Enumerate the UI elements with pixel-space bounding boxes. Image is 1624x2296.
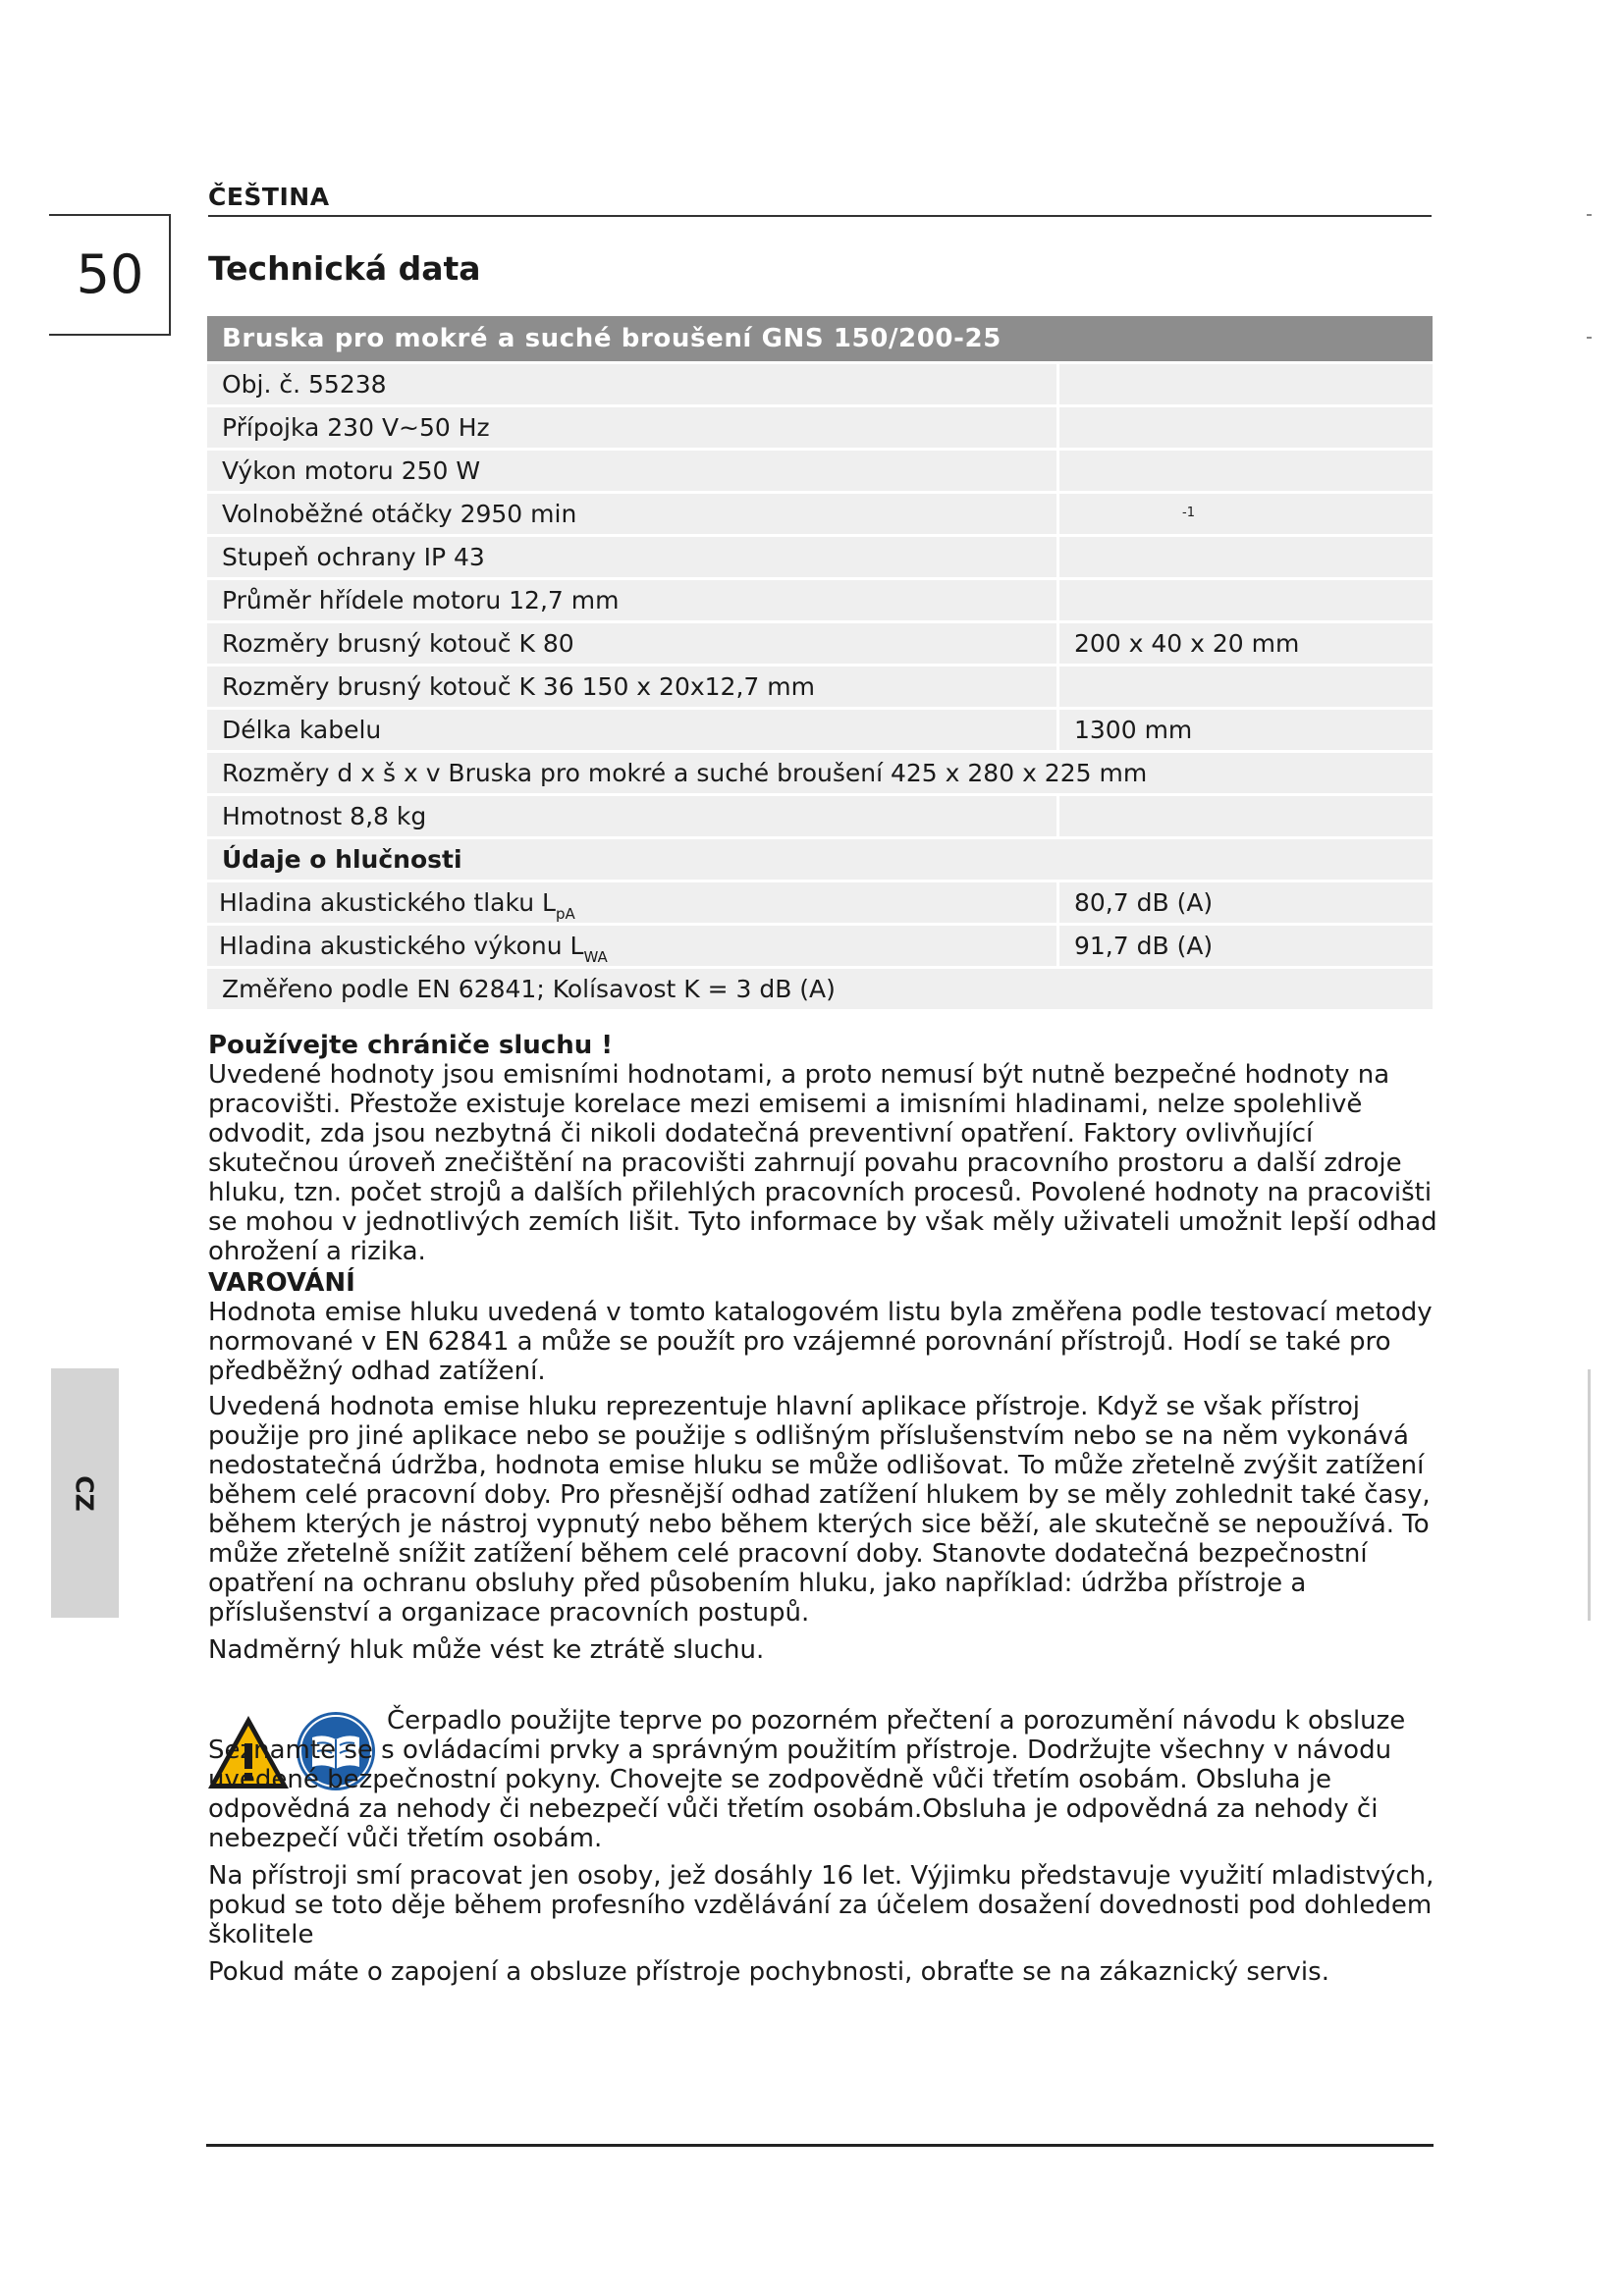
warning-paragraph: Uvedená hodnota emise hluku reprezentuje hlavní aplikace přístroje. Když se však přístroj použije pro jiné aplikace nebo se použije s odlišným příslušenstvím nebo se na něm vykonává nedostatečná údržba, hodnota emise hluku se může odlišovat. To může zřetelně zvýšit zatížení během celé pracovní doby. Pro přesnější odhad zatížení hlukem by se měly zohlednit také časy, během kterých je nástroj vypnutý nebo během kterých sice běží, ale skutečně se nepoužívá. To může zřetelně snížit zatížení během celé pracovní doby. Stanovte dodatečná bezpečnostní opatření na ochranu obsluhy před působením hluku, jako například: údržba přístroje a příslušenství a organizace pracovních postupů. [208, 1392, 1431, 1628]
edge-mark [1587, 337, 1592, 339]
table-row [207, 623, 1433, 667]
spec-label: Hmotnost 8,8 kg [207, 796, 1059, 839]
side-tab-label: CZ [70, 1474, 99, 1512]
unit-superscript: -1 [1182, 506, 1195, 520]
language-label: ČEŠTINA [208, 183, 330, 211]
spec-label: Rozměry d x š x v Bruska pro mokré a suché broušení 425 x 280 x 225 mm [207, 753, 1433, 796]
spec-label: Rozměry brusný kotouč K 36 150 x 20x12,7 mm [207, 667, 1059, 710]
spec-label: Průměr hřídele motoru 12,7 mm [207, 580, 1059, 623]
spec-value [1059, 580, 1433, 623]
spec-label: Rozměry brusný kotouč K 80 [207, 623, 1059, 667]
spec-label: Stupeň ochrany IP 43 [207, 537, 1059, 580]
noise-heading-row [207, 839, 1433, 882]
body-text [208, 1031, 1447, 1665]
spec-value: 200 x 40 x 20 mm [1059, 623, 1433, 667]
table-row [207, 494, 1433, 537]
language-side-tab [51, 1368, 119, 1618]
instructions-text [208, 1706, 1447, 1987]
noise-subscript: pA [555, 905, 575, 923]
spec-table [207, 316, 1433, 1012]
noise-heading: Údaje o hlučnosti [207, 839, 1433, 882]
table-row [207, 537, 1433, 580]
spec-value [1059, 364, 1433, 407]
spec-value [1059, 796, 1433, 839]
edge-mark [1587, 214, 1592, 216]
noise-label-cell [207, 926, 1059, 969]
spec-label: Délka kabelu [207, 710, 1059, 753]
spec-value [1059, 537, 1433, 580]
table-row [207, 796, 1433, 839]
spec-value: 1300 mm [1059, 710, 1433, 753]
table-row [207, 580, 1433, 623]
table-row [207, 882, 1433, 926]
spec-label: Volnoběžné otáčky 2950 min [207, 494, 1059, 537]
header-rule [208, 215, 1432, 217]
table-row [207, 407, 1433, 451]
footer-rule [206, 2144, 1434, 2147]
table-row [207, 926, 1433, 969]
page-number: 50 [76, 243, 144, 305]
service-paragraph: Pokud máte o zapojení a obsluze přístroje pochybnosti, obraťte se na zákaznický servis. [208, 1957, 1329, 1987]
noise-label: Hladina akustického výkonu L [219, 932, 584, 960]
section-title: Technická data [208, 249, 481, 288]
table-header-row [207, 316, 1433, 364]
noise-subscript: WA [583, 948, 608, 966]
table-row [207, 667, 1433, 710]
noise-value: 80,7 dB (A) [1059, 882, 1433, 926]
right-margin-bar [1588, 1369, 1591, 1621]
ear-protection-heading: Používejte chrániče sluchu ! [208, 1031, 614, 1060]
spec-label: Přípojka 230 V~50 Hz [207, 407, 1059, 451]
warning-paragraph: Hodnota emise hluku uvedená v tomto katalogovém listu byla změřena podle testovací metody normované v EN 62841 a může se použít pro vzájemné porovnání přístrojů. Hodí se také pro předběžný odhad zatížení. [208, 1298, 1433, 1386]
spec-value [1059, 407, 1433, 451]
age-paragraph: Na přístroji smí pracovat jen osoby, jež dosáhly 16 let. Výjimku představuje využití mladistvých, pokud se toto děje během profesního vzdělávání za účelem dosažení dovednosti pod dohledem školitele [208, 1861, 1435, 1949]
spec-label: Výkon motoru 250 W [207, 451, 1059, 494]
warning-heading: VAROVÁNÍ [208, 1268, 355, 1298]
table-row [207, 364, 1433, 407]
table-title: Bruska pro mokré a suché broušení GNS 150/200-25 [207, 316, 1433, 364]
manual-paragraph: Čerpadlo použijte teprve po pozorném přečtení a porozumění návodu k obsluze Seznamte se s ovládacími prvky a správným použitím přístroje. Dodržujte všechny v návodu uvedené bezpečnostní pokyny. Chovejte se zodpovědně vůči třetím osobám. Obsluha je odpovědná za nehody či nebezpečí vůči třetím osobám.Obsluha je odpovědná za nehody či nebezpečí vůči třetím osobám. [208, 1706, 1406, 1853]
noise-label-cell [207, 882, 1059, 926]
warning-paragraph: Nadměrný hluk může vést ke ztrátě sluchu. [208, 1635, 765, 1665]
noise-label: Hladina akustického tlaku L [219, 888, 556, 917]
spec-label: Obj. č. 55238 [207, 364, 1059, 407]
measured-row [207, 969, 1433, 1012]
table-row [207, 753, 1433, 796]
table-row [207, 710, 1433, 753]
table-row [207, 451, 1433, 494]
spec-value [1059, 667, 1433, 710]
spec-value [1059, 451, 1433, 494]
ear-protection-text: Uvedené hodnoty jsou emisními hodnotami, a proto nemusí být nutně bezpečné hodnoty na pracovišti. Přestože existuje korelace mezi emisemi a imisními hladinami, nelze spolehlivě odvodit, zda jsou nezbytná či nikoli dodatečná preventivní opatření. Faktory ovlivňující skutečnou úroveň znečištění na pracovišti zahrnují povahu pracovního prostoru a další zdroje hluku, tzn. počet strojů a dalších přilehlých pracovních procesů. Povolené hodnoty na pracovišti se mohou v jednotlivých zemích lišit. Tyto informace by však měly uživateli umožnit lepší odhad ohrožení a rizika. [208, 1060, 1437, 1266]
measured-text: Změřeno podle EN 62841; Kolísavost K = 3 dB (A) [207, 969, 1433, 1012]
noise-value: 91,7 dB (A) [1059, 926, 1433, 969]
spec-value [1059, 494, 1433, 537]
